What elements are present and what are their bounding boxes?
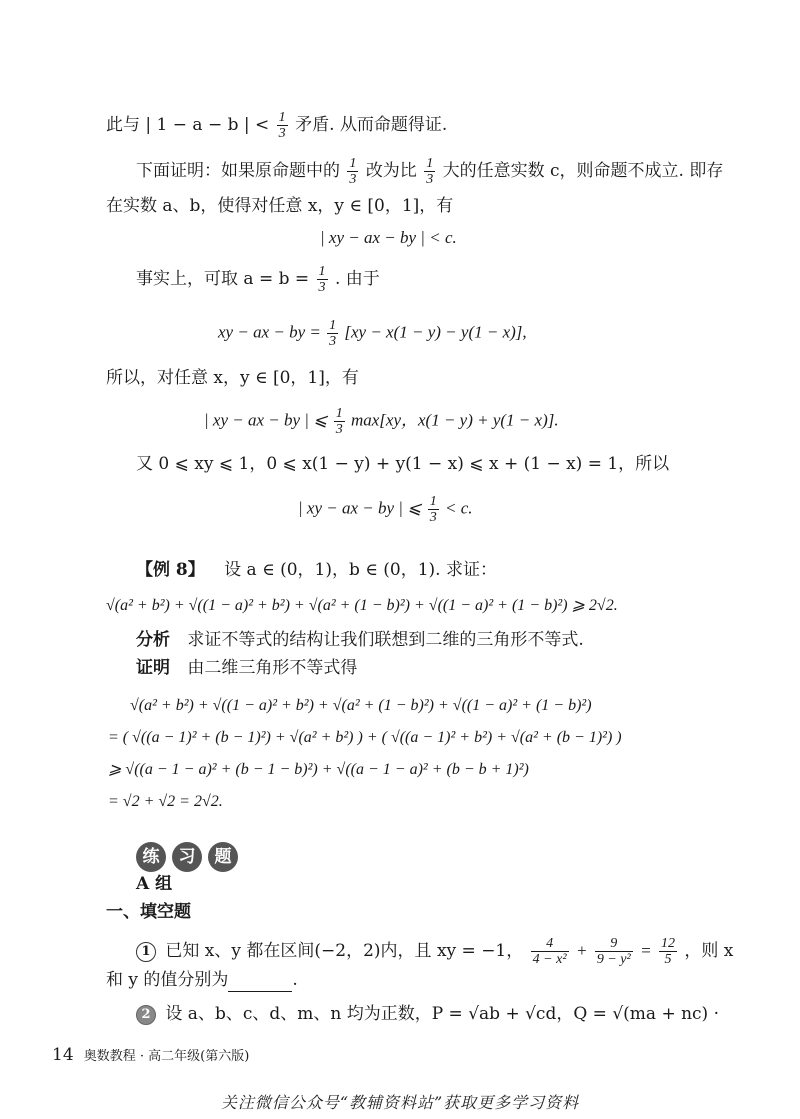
question-number: 1: [136, 942, 156, 962]
fraction: $\frac{1}{3}$: [426, 156, 434, 187]
exercise-title-char: 题: [208, 842, 238, 872]
proof-text: 由二维三角形不等式得: [187, 658, 358, 678]
formula: xy − ax − by = $\frac{1}{3}$ [xy − x(1 − y) − y(1 − x)],: [218, 318, 527, 349]
example-heading: [136, 558, 497, 582]
example-text: 设 a ∈ (0，1)，b ∈ (0，1). 求证：: [224, 560, 497, 580]
page-footer: [52, 1045, 249, 1065]
question-1-cont: 和 y 的值分别为 .: [106, 970, 298, 990]
book-title: 奥数教程 · 高二年级(第六版): [83, 1049, 250, 1064]
fraction: $\frac{12}{5}$: [660, 936, 675, 967]
formula: | xy − ax − by | ⩽ $\frac{1}{3}$ max[xy，x(1 − y) + y(1 − x)].: [204, 406, 559, 437]
proof-line: [136, 656, 357, 680]
page-number: 14: [52, 1045, 74, 1065]
group-heading: A 组: [136, 874, 173, 894]
fraction: $\frac{1}{3}$: [318, 264, 326, 295]
text-line: 在实数 a、b，使得对任意 x，y ∈ [0，1]，有: [106, 196, 454, 216]
formula: | xy − ax − by | < c.: [320, 228, 457, 247]
proof-label: 证明: [136, 658, 170, 678]
analysis-text: 求证不等式的结构让我们联想到二维的三角形不等式.: [187, 630, 584, 650]
text-line: 事实上，可取 a = b = $\frac{1}{3}$ . 由于: [136, 264, 380, 295]
analysis-line: [136, 628, 584, 652]
section-heading: 一、填空题: [106, 902, 191, 922]
formula: √(a² + b²) + √((1 − a)² + b²) + √(a² + (1 − b)²) + √((1 − a)² + (1 − b)²): [130, 697, 592, 714]
fraction: $\frac{9}{\text{9 − y²}}$: [596, 936, 631, 967]
analysis-label: 分析: [136, 630, 170, 650]
fraction: $\frac{1}{3}$: [329, 318, 337, 349]
formula: = ( √((a − 1)² + (b − 1)²) + √(a² + b²) ) + ( √((a − 1)² + b²) + √(a² + (b − 1)²) ): [108, 729, 622, 746]
fraction: $\frac{1}{3}$: [278, 110, 286, 141]
formula: √(a² + b²) + √((1 − a)² + b²) + √(a² + (1 − b)²) + √((1 − a)² + (1 − b)²) ⩾ 2√2.: [106, 597, 618, 614]
exercise-title: [136, 842, 238, 872]
exercise-title-char: 练: [136, 842, 166, 872]
text-line: 下面证明：如果原命题中的 $\frac{1}{3}$ 改为比 $\frac{1}{3}$ 大的任意实数 c，则命题不成立. 即存: [136, 156, 724, 187]
text-line: 此与 | 1 − a − b | < $\frac{1}{3}$ 矛盾. 从而命题得证.: [106, 110, 448, 141]
fraction: $\frac{1}{3}$: [335, 406, 343, 437]
answer-blank[interactable]: [228, 975, 292, 992]
question-2: 2 设 a、b、c、d、m、n 均为正数，P = √ab + √cd，Q = √(ma + nc) ·: [136, 1002, 719, 1026]
text-line: 又 0 ⩽ xy ⩽ 1，0 ⩽ x(1 − y) + y(1 − x) ⩽ x + (1 − x) = 1，所以: [136, 454, 670, 474]
question-1: 1 已知 x、y 都在区间(−2，2)内，且 xy = −1， $\frac{4}{\text{4 − x²}}$ + $\frac{9}{\text{9 − y²}}$ = $\frac{12}{5}$ ，则 x: [136, 936, 733, 967]
question-number: 2: [136, 1005, 156, 1025]
formula: = √2 + √2 = 2√2.: [108, 793, 223, 810]
formula: ⩾ √((a − 1 − a)² + (b − 1 − b)²) + √((a − 1 − a)² + (b − b + 1)²): [108, 761, 529, 778]
fraction: $\frac{1}{3}$: [429, 494, 437, 525]
watermark-text: 关注微信公众号“教辅资料站”获取更多学习资料: [220, 1093, 580, 1112]
fraction: $\frac{1}{3}$: [349, 156, 357, 187]
text-line: 所以，对任意 x，y ∈ [0，1]，有: [106, 368, 359, 388]
formula: | xy − ax − by | ⩽ $\frac{1}{3}$ < c.: [298, 494, 473, 525]
fraction: $\frac{4}{\text{4 − x²}}$: [532, 936, 567, 967]
exercise-title-char: 习: [172, 842, 202, 872]
example-label: 【例 8】: [136, 560, 205, 580]
